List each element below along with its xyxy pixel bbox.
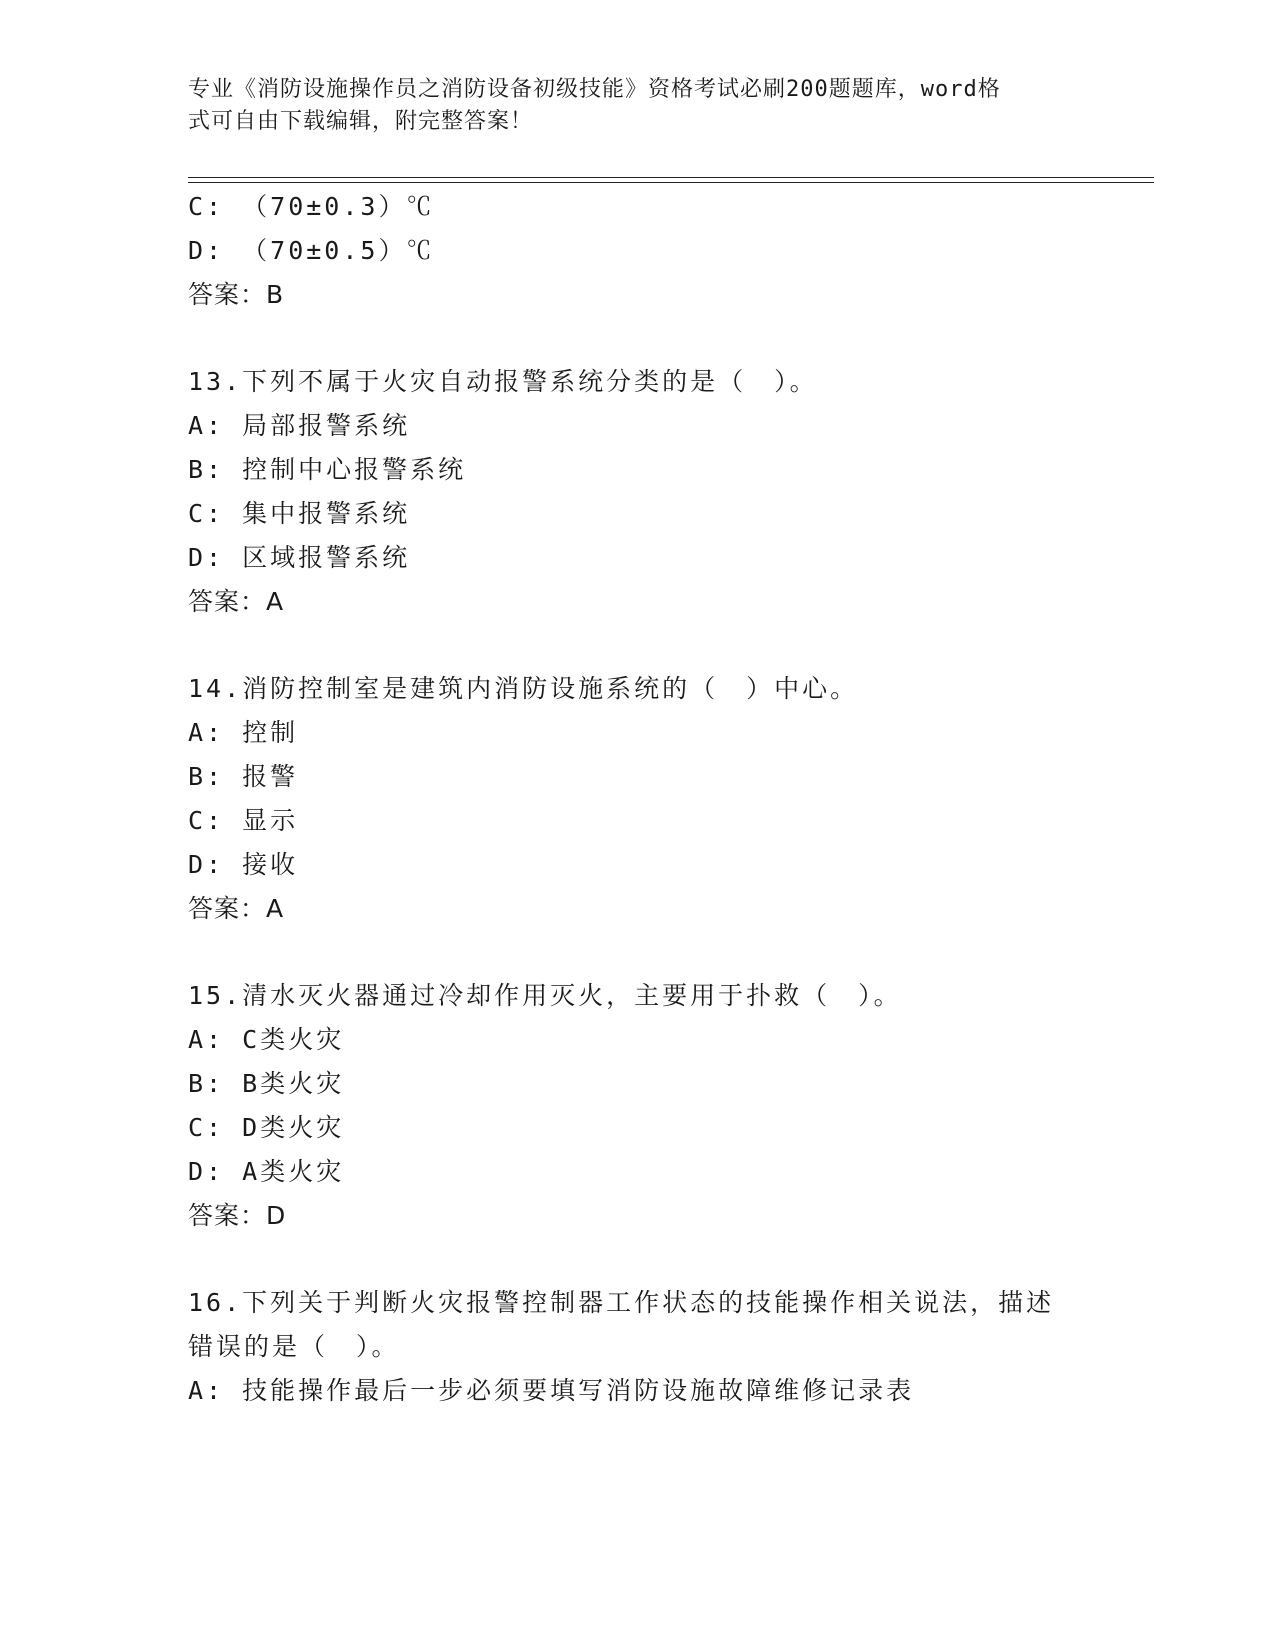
question-13-option-d: D: 区域报警系统 bbox=[188, 543, 411, 572]
question-14-answer: 答案：A bbox=[188, 894, 285, 923]
question-14-option-b: B: 报警 bbox=[188, 762, 299, 791]
question-16-option-a: A: 技能操作最后一步必须要填写消防设施故障维修记录表 bbox=[188, 1376, 915, 1405]
question-15-option-c: C: D类火灾 bbox=[188, 1113, 345, 1142]
question-13-option-b: B: 控制中心报警系统 bbox=[188, 455, 467, 484]
answer-line: 答案：B bbox=[188, 280, 285, 309]
question-16-stem-line-1: 16.下列关于判断火灾报警控制器工作状态的技能操作相关说法，描述 bbox=[188, 1288, 1055, 1317]
header-line-1: 专业《消防设施操作员之消防设备初级技能》资格考试必刷200题题库，word格 bbox=[188, 77, 1001, 102]
question-14-stem: 14.消防控制室是建筑内消防设施系统的（ ）中心。 bbox=[188, 674, 859, 703]
question-15-stem: 15.清水灭火器通过冷却作用灭火，主要用于扑救（ ）。 bbox=[188, 981, 902, 1010]
question-13-option-a: A: 局部报警系统 bbox=[188, 411, 411, 440]
question-14-option-a: A: 控制 bbox=[188, 718, 299, 747]
option-c: C: （70±0.3）℃ bbox=[188, 192, 435, 221]
question-16-stem-line-2: 错误的是（ ）。 bbox=[188, 1332, 400, 1361]
question-13-option-c: C: 集中报警系统 bbox=[188, 499, 411, 528]
question-15-option-d: D: A类火灾 bbox=[188, 1157, 345, 1186]
option-d: D: （70±0.5）℃ bbox=[188, 236, 435, 265]
header-line-2: 式可自由下载编辑，附完整答案！ bbox=[188, 109, 534, 134]
question-15-answer: 答案：D bbox=[188, 1201, 287, 1230]
question-14-option-d: D: 接收 bbox=[188, 850, 299, 879]
header-divider-top bbox=[188, 177, 1154, 178]
question-13-answer: 答案：A bbox=[188, 587, 285, 616]
question-13-stem: 13.下列不属于火灾自动报警系统分类的是（ ）。 bbox=[188, 367, 818, 396]
question-15-option-b: B: B类火灾 bbox=[188, 1069, 345, 1098]
question-15-option-a: A: C类火灾 bbox=[188, 1025, 345, 1054]
question-14-option-c: C: 显示 bbox=[188, 806, 299, 835]
document-header bbox=[188, 74, 1068, 138]
header-divider-bottom bbox=[188, 182, 1154, 183]
